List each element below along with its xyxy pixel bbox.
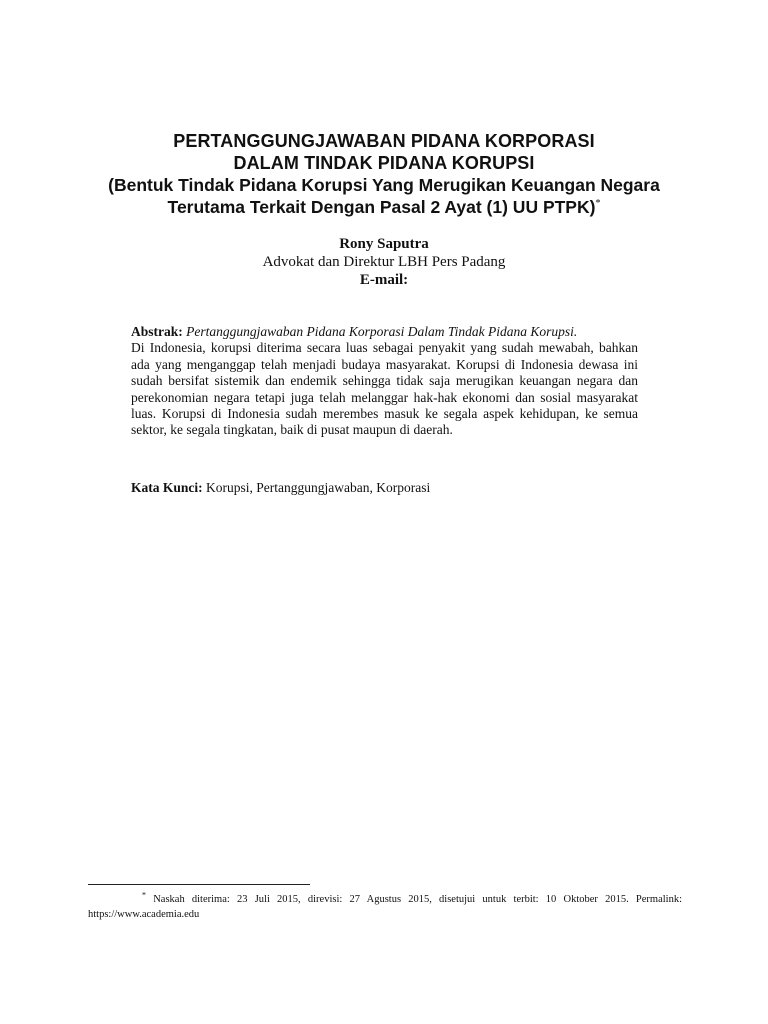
keywords-section bbox=[131, 480, 638, 496]
paper-title-line-1: PERTANGGUNGJAWABAN PIDANA KORPORASI bbox=[173, 131, 595, 151]
author-email-label: E-mail: bbox=[359, 272, 409, 288]
paper-subtitle-line-1: (Bentuk Tindak Pidana Korupsi Yang Merugikan Keuangan Negara bbox=[108, 175, 660, 195]
footnote bbox=[88, 892, 682, 922]
footnote-marker: * bbox=[142, 890, 146, 900]
author-name: Rony Saputra bbox=[339, 236, 429, 252]
footnote-divider bbox=[88, 884, 310, 885]
title-footnote-marker: * bbox=[595, 198, 601, 210]
paper-title-line-2: DALAM TINDAK PIDANA KORUPSI bbox=[233, 153, 535, 173]
abstract-label: Abstrak: bbox=[131, 324, 183, 339]
abstract-body: Di Indonesia, korupsi diterima secara luas sebagai penyakit yang sudah mewabah, bahkan ada yang menganggap telah menjadi budaya masyarakat. Korupsi di Indonesia dewasa ini sudah bersifat sistemik dan endemik sehingga tidak saja merugikan keuangan negara dan perekonomian negara tetapi juga telah melanggar hak-hak ekonomi dan sosial masyarakat luas. Korupsi di Indonesia sudah merembes masuk ke segala aspek kehidupan, ke semua sektor, ke segala tingkatan, baik di pusat maupun di daerah. bbox=[131, 340, 638, 438]
abstract-section bbox=[131, 324, 638, 439]
abstract-title: Pertanggungjawaban Pidana Korporasi Dalam Tindak Pidana Korupsi. bbox=[186, 324, 578, 339]
footnote-text: Naskah diterima: 23 Juli 2015, direvisi: 27 Agustus 2015, disetujui untuk terbit: 10 Oktober 2015. Permalink: https://www.academia.edu bbox=[88, 894, 682, 920]
author-block bbox=[60, 235, 708, 289]
keywords-value: Korupsi, Pertanggungjawaban, Korporasi bbox=[206, 480, 431, 495]
abstract-heading bbox=[131, 324, 638, 340]
keywords-label: Kata Kunci: bbox=[131, 480, 203, 495]
author-affiliation: Advokat dan Direktur LBH Pers Padang bbox=[262, 254, 506, 270]
paper-title-block bbox=[60, 130, 708, 218]
paper-subtitle-line-2-text: Terutama Terkait Dengan Pasal 2 Ayat (1) UU PTPK) bbox=[167, 197, 596, 217]
paper-subtitle-line-2 bbox=[60, 196, 708, 218]
